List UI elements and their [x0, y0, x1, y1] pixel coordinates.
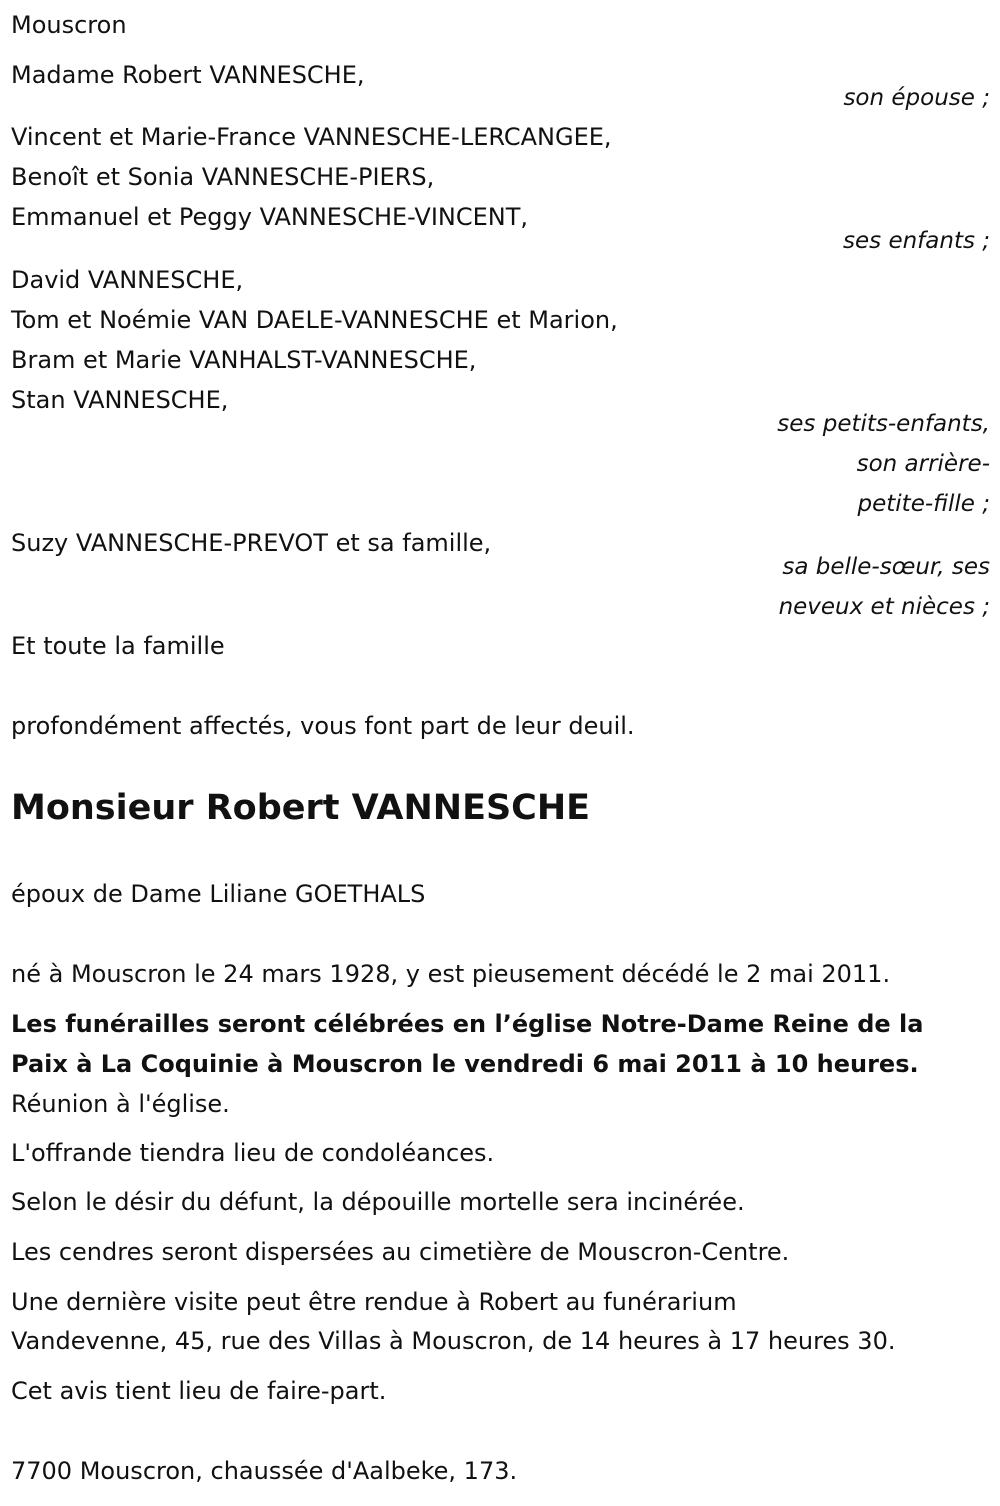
- deceased-name: Monsieur Robert VANNESCHE: [11, 788, 591, 828]
- grandchildren-relation: son arrière-: [856, 451, 990, 477]
- meeting-note: Réunion à l'église.: [11, 1090, 230, 1118]
- child-line: Vincent et Marie-France VANNESCHE-LERCANGEE,: [11, 123, 612, 151]
- ashes-note: Les cendres seront dispersées au cimetière de Mouscron-Centre.: [11, 1238, 790, 1266]
- spouse-of-line: époux de Dame Liliane GOETHALS: [11, 880, 426, 908]
- cremation-note: Selon le désir du défunt, la dépouille mortelle sera incinérée.: [11, 1188, 745, 1216]
- spouse-relation: son épouse ;: [843, 85, 990, 111]
- children-relation: ses enfants ;: [843, 228, 990, 254]
- child-line: Benoît et Sonia VANNESCHE-PIERS,: [11, 163, 435, 191]
- sister-in-law-relation: sa belle-sœur, ses: [782, 554, 990, 580]
- grandchild-line: Bram et Marie VANHALST-VANNESCHE,: [11, 346, 477, 374]
- visit-note: Vandevenne, 45, rue des Villas à Mouscron, de 14 heures à 17 heures 30.: [11, 1327, 896, 1355]
- grandchild-line: David VANNESCHE,: [11, 266, 244, 294]
- sister-in-law-line: Suzy VANNESCHE-PREVOT et sa famille,: [11, 529, 492, 557]
- funeral-line: Les funérailles seront célébrées en l’église Notre-Dame Reine de la: [11, 1010, 924, 1038]
- funeral-line: Paix à La Coquinie à Mouscron le vendredi 6 mai 2011 à 10 heures.: [11, 1050, 919, 1078]
- grandchild-line: Tom et Noémie VAN DAELE-VANNESCHE et Marion,: [11, 306, 618, 334]
- grandchildren-relation: petite-fille ;: [857, 491, 990, 517]
- child-line: Emmanuel et Peggy VANNESCHE-VINCENT,: [11, 203, 529, 231]
- grandchildren-relation: ses petits-enfants,: [777, 411, 990, 437]
- offering-note: L'offrande tiendra lieu de condoléances.: [11, 1139, 495, 1167]
- grandchild-line: Stan VANNESCHE,: [11, 386, 229, 414]
- birth-death-line: né à Mouscron le 24 mars 1928, y est pieusement décédé le 2 mai 2011.: [11, 960, 891, 988]
- address-line: 7700 Mouscron, chaussée d'Aalbeke, 173.: [11, 1457, 518, 1485]
- whole-family-line: Et toute la famille: [11, 632, 225, 660]
- spouse-name: Madame Robert VANNESCHE,: [11, 61, 365, 89]
- sister-in-law-relation: neveux et nièces ;: [778, 594, 990, 620]
- visit-note: Une dernière visite peut être rendue à Robert au funérarium: [11, 1288, 737, 1316]
- announcement-text: profondément affectés, vous font part de leur deuil.: [11, 712, 635, 740]
- city-header: Mouscron: [11, 11, 127, 39]
- notice-note: Cet avis tient lieu de faire-part.: [11, 1377, 387, 1405]
